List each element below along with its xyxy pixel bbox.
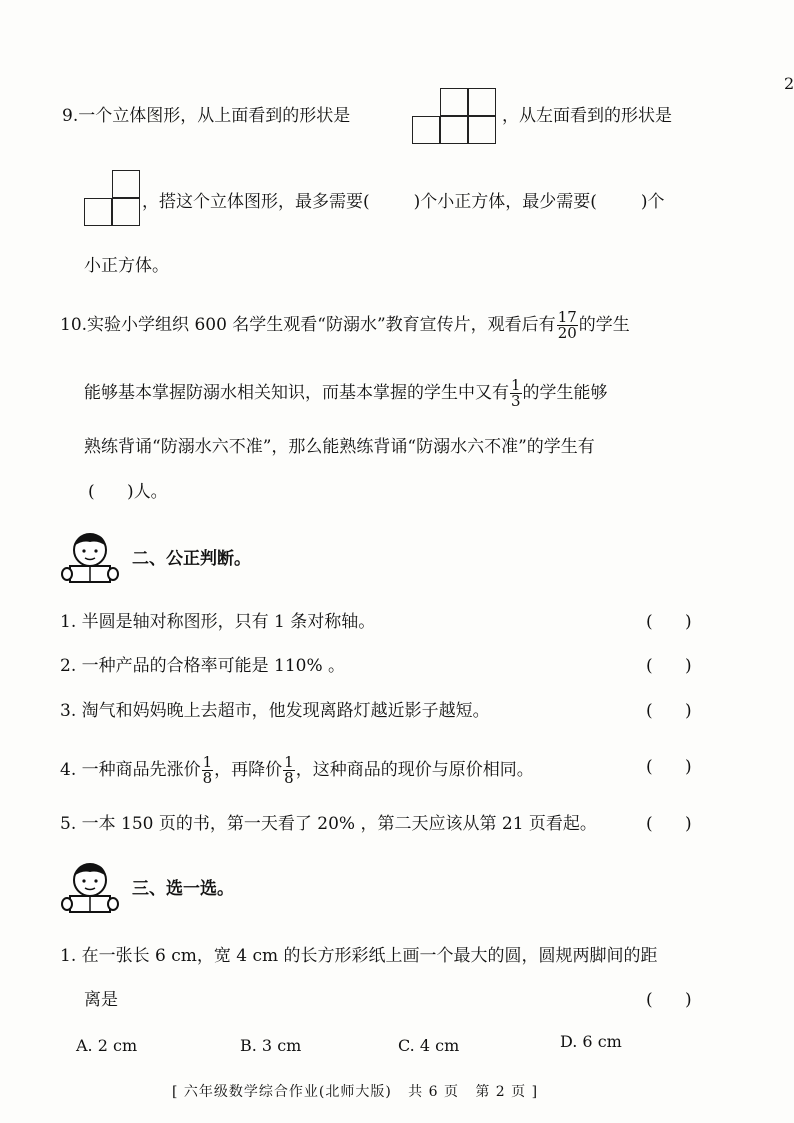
left-view-figure xyxy=(84,170,144,228)
section3-heading: 三、选一选。 xyxy=(132,879,234,899)
option-b[interactable]: B. 3 cm xyxy=(240,1036,302,1055)
q9-text-c: ，搭这个立体图形，最多需要( xyxy=(142,192,370,212)
fraction-1-8-a: $\frac{1}{8}$ xyxy=(202,753,213,787)
q9-text-a: 一个立体图形，从上面看到的形状是 xyxy=(78,106,351,126)
choice-q1-line2: 离是 xyxy=(84,990,118,1010)
q9-text-d: )个小正方体，最少需要( xyxy=(413,192,597,212)
fraction-17-20: $\frac{17}{20}$ xyxy=(557,308,577,342)
judge-answer-3[interactable]: ( ) xyxy=(646,701,692,721)
q10-line2: 能够基本掌握防溺水相关知识，而基本掌握的学生中又有 $\frac{1}{3}$ 的学生能够 xyxy=(84,376,608,410)
fraction-1-8-b: $\frac{1}{8}$ xyxy=(284,753,294,787)
judge-item-5: 5. 一本 150 页的书，第一天看了 20% ，第二天应该从第 21 页看起。 xyxy=(60,814,597,834)
q9-line2 xyxy=(142,190,665,214)
judge-answer-2[interactable]: ( ) xyxy=(646,656,692,676)
judge-item-3: 3. 淘气和妈妈晚上去超市，他发现离路灯越近影子越短。 xyxy=(60,701,490,721)
q10-line3: 熟练背诵“防溺水六不准”，那么能熟练背诵“防溺水六不准”的学生有 xyxy=(84,437,595,457)
q10-line4: ( )人。 xyxy=(88,482,168,502)
section2-heading: 二、公正判断。 xyxy=(132,549,251,569)
judge-item-2: 2. 一种产品的合格率可能是 110% 。 xyxy=(60,656,346,676)
q9-number: 9. xyxy=(62,106,79,126)
judge-item-1: 1. 半圆是轴对称图形，只有 1 条对称轴。 xyxy=(60,612,376,632)
option-d[interactable]: D. 6 cm xyxy=(560,1032,622,1051)
q9-text-f: 小正方体。 xyxy=(84,256,169,276)
judge-item-4: 4. 一种商品先涨价 $\frac{1}{8}$ ，再降价 $\frac{1}{8}$ ，这种商品的现价与原价相同。 xyxy=(60,753,534,787)
q10-number: 10. xyxy=(60,315,88,335)
q10-line1 xyxy=(60,310,630,341)
judge-answer-1[interactable]: ( ) xyxy=(646,612,692,632)
page-footer: [ 六年级数学综合作业(北师大版) 共 6 页 第 2 页 ] xyxy=(172,1084,539,1100)
option-a[interactable]: A. 2 cm xyxy=(76,1036,138,1055)
option-c[interactable]: C. 4 cm xyxy=(398,1036,460,1055)
reading-boy-icon-2 xyxy=(60,858,132,914)
page-corner-mark: 2 xyxy=(784,74,794,93)
choice-q1-answer[interactable]: ( ) xyxy=(646,990,692,1010)
q9-line1 xyxy=(62,104,350,128)
top-view-figure xyxy=(412,88,502,146)
q10-line1-a: 实验小学组织 600 名学生观看“防溺水”教育宣传片，观看后有 xyxy=(87,315,556,335)
q10-line1-b: 的学生 xyxy=(578,315,630,335)
q9-text-e: )个 xyxy=(640,192,665,212)
judge-answer-5[interactable]: ( ) xyxy=(646,814,692,834)
q9-text-b: ，从左面看到的形状是 xyxy=(502,106,672,126)
judge-answer-4[interactable]: ( ) xyxy=(646,757,692,777)
reading-boy-icon xyxy=(60,528,132,584)
choice-q1-line1: 1. 在一张长 6 cm，宽 4 cm 的长方形彩纸上画一个最大的圆，圆规两脚间的距 xyxy=(60,946,658,966)
fraction-1-3: $\frac{1}{3}$ xyxy=(511,376,521,410)
